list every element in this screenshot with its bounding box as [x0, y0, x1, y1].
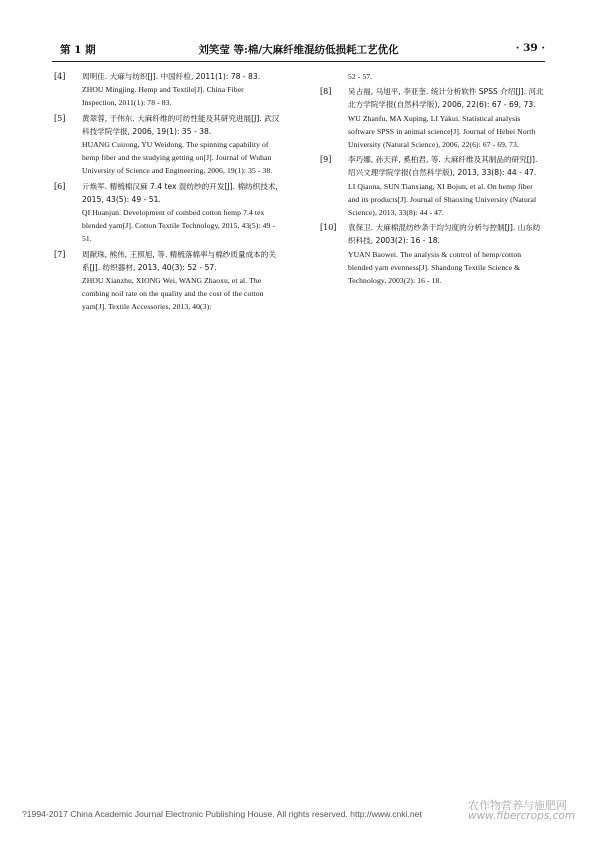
reference-item — [52, 248, 280, 314]
running-header — [52, 42, 545, 60]
reference-english: YUAN Baowei. The analysis & control of hemp/cotton blended yarn evenness[J]. Shandong Textile Science & Technology, 2003(2): 16 - 18. — [348, 249, 522, 286]
reference-chinese: 李巧娜, 孙天祥, 奚柏君, 等. 大麻纤维及其制品的研究[J]. 绍兴文理学院学报(自然科学版), 2013, 33(8): 44 - 47. — [348, 155, 538, 178]
reference-number: [6] — [54, 181, 66, 191]
running-title: 刘笑莹 等:棉/大麻纤维混纺低损耗工艺优化 — [198, 44, 399, 56]
reference-english: HUANG Cuirong, YU Weidong. The spinning capability of hemp fiber and the studying getting on[J]. Journal of Wuhan University of Science and Engineering, 2006, 19(1): 35 - 38. — [82, 140, 273, 176]
reference-item — [52, 180, 280, 246]
reference-english: 52 - 57. — [348, 72, 373, 81]
reference-number: [9] — [320, 155, 332, 165]
reference-chinese: 黄翠蓉, 于伟东. 大麻纤维的可纺性能及其研究进展[J]. 武汉科技学院学报, 2006, 19(1): 35 - 38. — [82, 113, 280, 136]
reference-english: ZHOU Xianzhu, XIONG Wei, WANG Zhaoxu, et al. The combing noil rate on the quality and the cost of the cotton yarn[J]. Textile Accessories, 2013, 40(3): — [82, 276, 264, 312]
header-rule — [52, 61, 545, 62]
issue-number: 第 1 期 — [60, 44, 96, 56]
reference-number: [4] — [54, 72, 66, 81]
page-number: · 39 · — [515, 42, 545, 54]
reference-english: QI Huanjun. Development of combed cotton hemp 7.4 tex blended yarn[J]. Cotton Textile Technology, 2015, 43(5): 49 - 51. — [82, 208, 276, 244]
reference-item — [318, 221, 546, 287]
watermark-chinese: 农作物营养与施肥网 — [468, 799, 567, 812]
reference-english: WU Zhanfu, MA Xuping, LI Yakui. Statistical analysis software SPSS in animal science[J]. Journal of Hebei North University (Natural Science), 2006, 22(6): 67 - 69, 73. — [348, 113, 536, 150]
reference-number: [10] — [320, 223, 337, 233]
reference-continuation — [318, 70, 546, 83]
copyright-footer: ?1994-2017 China Academic Journal Electronic Publishing House. All rights reserved. http://www.cnki.net — [22, 809, 422, 819]
reference-chinese: 吴占福, 马旭平, 李亚奎. 统计分析软件 SPSS 介绍[J]. 河北北方学院学报(自然科学版), 2006, 22(6): 67 - 69, 73. — [348, 87, 544, 110]
reference-item — [318, 153, 546, 219]
reference-item — [52, 70, 280, 110]
watermark-url: www.fibercrops.com — [468, 810, 576, 822]
reference-number: [7] — [54, 249, 66, 259]
references-left-column — [52, 70, 280, 316]
reference-chinese: 亓焕军. 精梳棉汉麻 7.4 tex 混纺纱的开发[J]. 棉纺织技术, 2015, 43(5): 49 - 51. — [82, 181, 278, 204]
reference-chinese: 周明佳. 大麻与纺织[J]. 中国纤检, 2011(1): 78 - 83. — [82, 72, 261, 81]
reference-number: [8] — [320, 87, 332, 97]
reference-english: LI Qiaona, SUN Tianxiang, XI Bojun, et al. On hemp fiber and its products[J]. Journal of Shaoxing University (Natural Science), 2013, 33(8): 44 - 47. — [348, 181, 537, 218]
references-right-column — [318, 70, 546, 289]
reference-item — [52, 112, 280, 178]
site-watermark — [468, 800, 590, 822]
reference-chinese: 周献珠, 熊伟, 王照旭, 等. 精梳落棉率与棉纱质量成本的关系[J]. 纺织器材, 2013, 40(3): 52 - 57. — [82, 249, 276, 272]
reference-chinese: 袁保卫. 大麻棉混纺纱条干均匀度的分析与控制[J]. 山东纺织科技, 2003(2): 16 - 18. — [348, 223, 541, 246]
reference-english: ZHOU Mingjing. Hemp and Textile[J]. China Fiber Inspection, 2011(1): 78 - 83. — [82, 85, 244, 108]
reference-item — [318, 85, 546, 151]
reference-number: [5] — [54, 113, 66, 123]
